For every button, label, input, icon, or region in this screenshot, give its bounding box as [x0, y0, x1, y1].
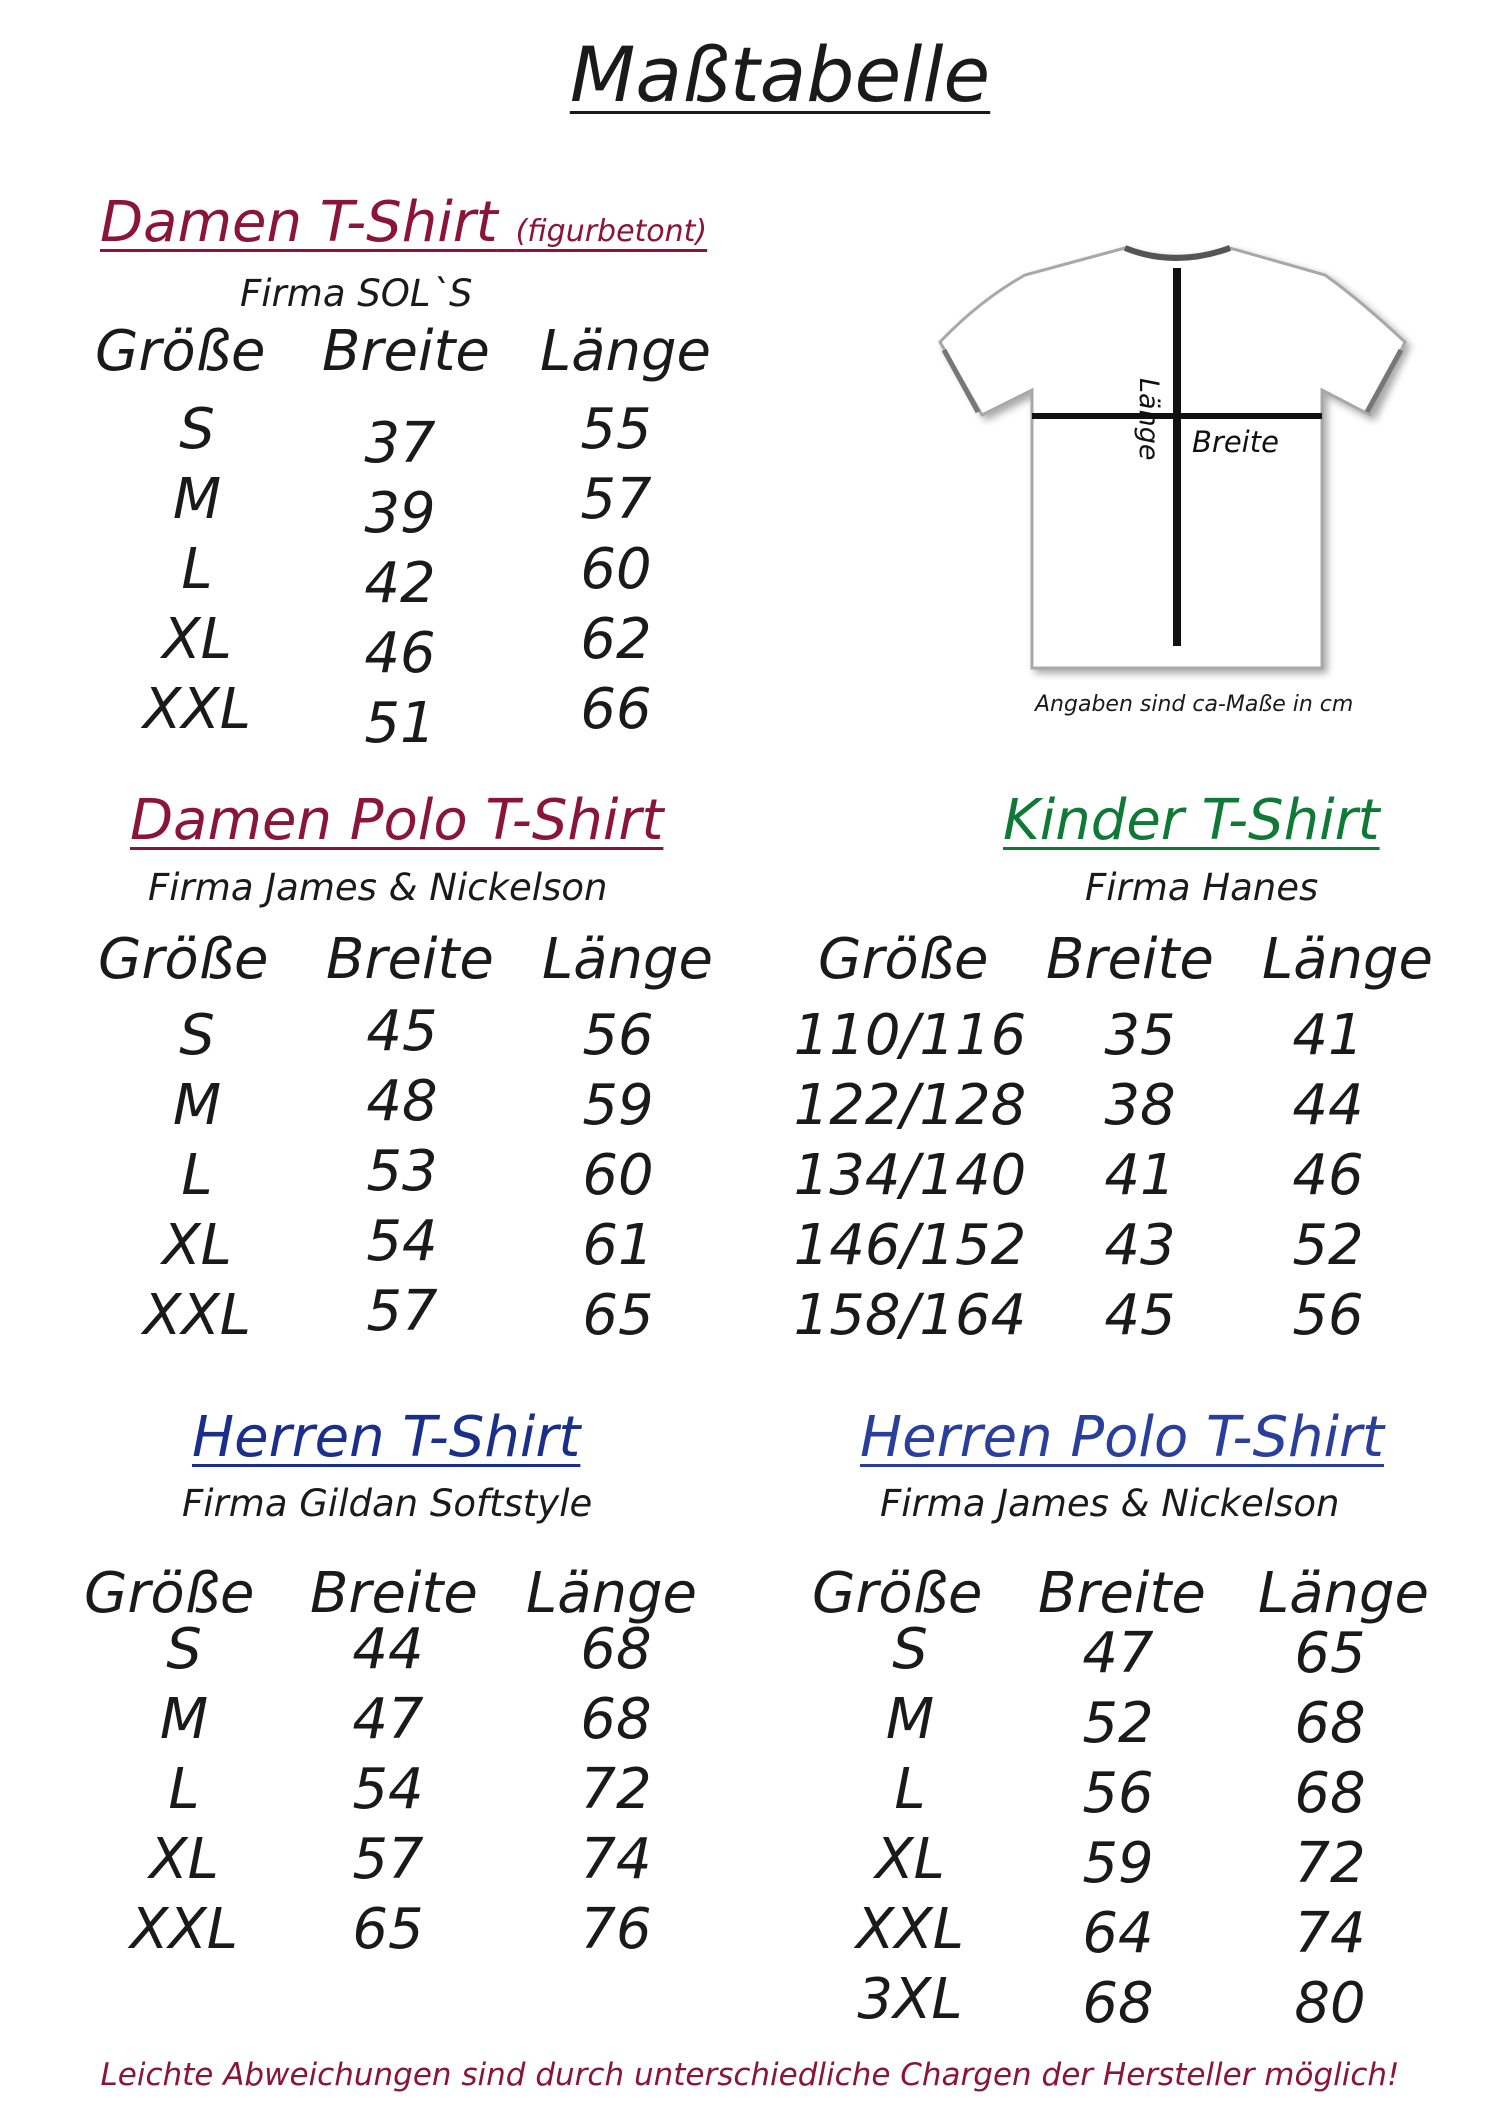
cell-laenge: 74	[580, 1827, 652, 1892]
maker-damen: Firma SOL`S	[240, 272, 473, 315]
cell-laenge: 62	[580, 607, 652, 672]
header-groesse: Größe	[98, 927, 269, 992]
cell-size: XL	[875, 1827, 945, 1892]
cell-size: L	[894, 1757, 926, 1822]
cell-breite: 53	[366, 1139, 438, 1204]
cell-size: 122/128	[793, 1073, 1027, 1138]
cell-size: S	[179, 1003, 215, 1068]
header-breite: Breite	[326, 927, 494, 992]
cell-breite: 68	[1082, 1971, 1154, 2036]
cell-size: M	[885, 1687, 935, 1752]
cell-breite: 38	[1104, 1073, 1176, 1138]
cell-size: L	[181, 1143, 213, 1208]
section-title-herren-polo: Herren Polo T-Shirt	[860, 1405, 1385, 1470]
cell-laenge: 56	[582, 1003, 654, 1068]
table-row	[0, 1139, 760, 1208]
cell-breite: 54	[352, 1757, 424, 1822]
cell-laenge: 60	[582, 1143, 654, 1208]
cell-laenge: 44	[1292, 1073, 1364, 1138]
table-row	[740, 1214, 1500, 1278]
cell-laenge: 65	[582, 1283, 654, 1348]
cell-breite: 54	[366, 1209, 438, 1274]
maker-kinder: Firma Hanes	[1085, 866, 1319, 909]
table-row	[740, 1284, 1500, 1348]
cell-breite: 48	[366, 1069, 438, 1134]
size-table-damen-polo	[0, 928, 760, 1348]
page-title: Maßtabelle	[569, 30, 991, 119]
cell-breite: 52	[1082, 1691, 1154, 1756]
cell-size: XXL	[130, 1897, 238, 1962]
cell-breite: 37	[364, 411, 436, 476]
table-row	[0, 1898, 760, 1962]
cell-size: 134/140	[793, 1143, 1027, 1208]
table-row	[0, 1828, 760, 1892]
cell-laenge: 41	[1292, 1003, 1364, 1068]
table-row	[740, 1897, 1500, 1966]
header-groesse: Größe	[95, 319, 266, 384]
table-row	[740, 1827, 1500, 1896]
cell-size: XL	[162, 1213, 232, 1278]
header-laenge: Länge	[1262, 927, 1434, 992]
section-note-damen: (figurbetont)	[515, 214, 708, 249]
table-row	[0, 1069, 760, 1138]
maker-herren: Firma Gildan Softstyle	[182, 1482, 593, 1525]
table-row	[0, 397, 760, 476]
cell-laenge: 52	[1292, 1213, 1364, 1278]
cell-breite: 64	[1082, 1901, 1154, 1966]
table-row	[0, 1279, 760, 1348]
cell-laenge: 68	[580, 1617, 652, 1682]
cell-laenge: 80	[1294, 1971, 1366, 2036]
cell-breite: 45	[366, 999, 438, 1064]
cell-laenge: 66	[580, 677, 652, 742]
table-row	[0, 1618, 760, 1682]
cell-size: M	[159, 1687, 209, 1752]
header-breite: Breite	[310, 1561, 478, 1626]
maker-damen-polo: Firma James & Nickelson	[148, 866, 608, 909]
table-row	[0, 537, 760, 616]
size-table-damen	[0, 320, 760, 760]
table-row	[0, 1209, 760, 1278]
cell-size: 146/152	[793, 1213, 1027, 1278]
cell-size: 158/164	[793, 1283, 1027, 1348]
cell-breite: 45	[1104, 1283, 1176, 1348]
cell-size: L	[168, 1757, 200, 1822]
section-title-kinder: Kinder T-Shirt	[1003, 788, 1380, 853]
cell-laenge: 59	[582, 1073, 654, 1138]
cell-breite: 56	[1082, 1761, 1154, 1826]
cell-laenge: 76	[580, 1897, 652, 1962]
cell-breite: 59	[1082, 1831, 1154, 1896]
cell-laenge: 61	[582, 1213, 654, 1278]
cell-laenge: 68	[1294, 1691, 1366, 1756]
cell-size: XL	[162, 607, 232, 672]
cell-breite: 47	[352, 1687, 424, 1752]
cell-laenge: 60	[580, 537, 652, 602]
section-title-damen: Damen T-Shirt (figurbetont)	[100, 190, 708, 255]
table-row	[0, 607, 760, 686]
footer-note: Leichte Abweichungen sind durch unterschiedliche Chargen der Hersteller möglich!	[100, 2057, 1400, 2093]
cell-size: S	[892, 1617, 928, 1682]
label-width: Breite	[1192, 425, 1279, 459]
cell-breite: 47	[1082, 1621, 1154, 1686]
header-laenge: Länge	[526, 1561, 698, 1626]
cell-size: XXL	[143, 1283, 251, 1348]
table-row	[740, 1757, 1500, 1826]
header-breite: Breite	[1046, 927, 1214, 992]
header-groesse: Größe	[812, 1561, 983, 1626]
cell-size: XL	[149, 1827, 219, 1892]
label-length: Länge	[1133, 378, 1164, 461]
header-breite: Breite	[322, 319, 490, 384]
header-laenge: Länge	[1258, 1561, 1430, 1626]
cell-size: L	[181, 537, 213, 602]
cell-laenge: 74	[1294, 1901, 1366, 1966]
cell-breite: 65	[352, 1897, 424, 1962]
table-row	[740, 1687, 1500, 1756]
cell-breite: 44	[352, 1617, 424, 1682]
tshirt-diagram	[930, 230, 1420, 680]
table-row	[740, 1967, 1500, 2036]
table-row	[740, 1144, 1500, 1208]
table-row	[0, 467, 760, 546]
size-table-kinder	[740, 928, 1500, 1348]
cell-breite: 46	[364, 621, 436, 686]
table-row	[0, 1688, 760, 1752]
table-row	[740, 1074, 1500, 1138]
header-groesse: Größe	[818, 927, 989, 992]
header-laenge: Länge	[540, 319, 712, 384]
cell-laenge: 68	[1294, 1761, 1366, 1826]
table-row	[740, 1617, 1500, 1686]
table-row	[0, 1758, 760, 1822]
table-row	[740, 1004, 1500, 1068]
cell-size: M	[172, 1073, 222, 1138]
table-row	[0, 999, 760, 1068]
size-table-herren	[0, 1562, 760, 1982]
cell-size: 3XL	[857, 1967, 963, 2032]
cell-laenge: 57	[580, 467, 652, 532]
table-row	[0, 677, 760, 756]
cell-laenge: 72	[1294, 1831, 1366, 1896]
cell-breite: 57	[352, 1827, 424, 1892]
header-groesse: Größe	[84, 1561, 255, 1626]
tshirt-shape	[940, 248, 1405, 668]
cell-size: S	[166, 1617, 202, 1682]
cell-breite: 51	[364, 691, 436, 756]
cell-breite: 41	[1104, 1143, 1176, 1208]
cell-size: XXL	[143, 677, 251, 742]
cell-size: S	[179, 397, 215, 462]
section-title-damen-polo: Damen Polo T-Shirt	[130, 788, 664, 853]
header-laenge: Länge	[542, 927, 714, 992]
cell-size: M	[172, 467, 222, 532]
diagram-caption: Angaben sind ca-Maße in cm	[1035, 692, 1354, 717]
cell-laenge: 55	[580, 397, 652, 462]
cell-breite: 35	[1104, 1003, 1176, 1068]
header-breite: Breite	[1038, 1561, 1206, 1626]
cell-laenge: 46	[1292, 1143, 1364, 1208]
cell-breite: 42	[364, 551, 436, 616]
size-table-herren-polo	[740, 1562, 1500, 2042]
cell-laenge: 56	[1292, 1283, 1364, 1348]
cell-laenge: 65	[1294, 1621, 1366, 1686]
cell-size: 110/116	[793, 1003, 1027, 1068]
cell-laenge: 72	[580, 1757, 652, 1822]
cell-breite: 43	[1104, 1213, 1176, 1278]
maker-herren-polo: Firma James & Nickelson	[880, 1482, 1340, 1525]
cell-breite: 39	[364, 481, 436, 546]
cell-laenge: 68	[580, 1687, 652, 1752]
section-title-herren: Herren T-Shirt	[192, 1405, 581, 1470]
cell-size: XXL	[856, 1897, 964, 1962]
cell-breite: 57	[366, 1279, 438, 1344]
